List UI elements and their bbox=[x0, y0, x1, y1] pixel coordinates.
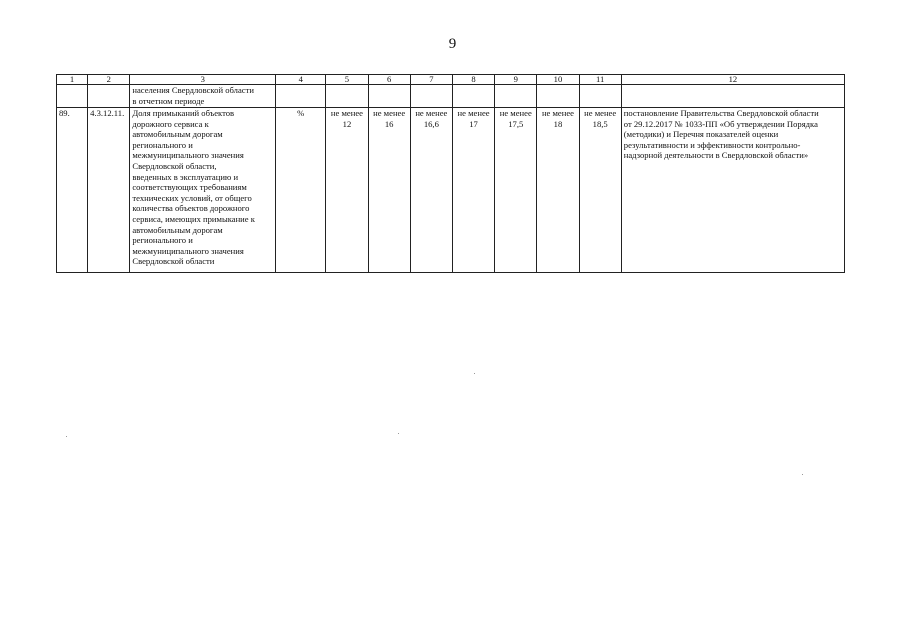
column-header: 12 bbox=[621, 75, 844, 85]
page-number: 9 bbox=[448, 36, 457, 52]
target-value-6: не менее 16 bbox=[368, 108, 410, 273]
indicator-code: 4.3.12.11. bbox=[88, 108, 130, 273]
target-value-9: не менее 17,5 bbox=[495, 108, 537, 273]
column-header: 1 bbox=[57, 75, 88, 85]
column-header: 3 bbox=[130, 75, 276, 85]
row-number: 89. bbox=[57, 108, 88, 273]
table-row-continuation bbox=[57, 85, 845, 108]
target-value-10: не менее 18 bbox=[537, 108, 579, 273]
target-value-5: не менее 12 bbox=[326, 108, 368, 273]
scan-speck bbox=[802, 474, 803, 475]
target-value-11: не менее 18,5 bbox=[579, 108, 621, 273]
scan-speck bbox=[474, 373, 475, 374]
column-header: 4 bbox=[276, 75, 326, 85]
column-header: 8 bbox=[452, 75, 494, 85]
table-row-89 bbox=[57, 108, 845, 273]
column-header: 10 bbox=[537, 75, 579, 85]
target-value-8: не менее 17 bbox=[452, 108, 494, 273]
table-header-row bbox=[57, 75, 845, 85]
indicators-table bbox=[56, 74, 845, 273]
column-header: 6 bbox=[368, 75, 410, 85]
column-header: 9 bbox=[495, 75, 537, 85]
scan-speck bbox=[66, 436, 67, 437]
scan-speck bbox=[398, 433, 399, 434]
column-header: 5 bbox=[326, 75, 368, 85]
indicator-name-continuation: населения Свердловской области в отчетном периоде bbox=[130, 85, 276, 108]
indicator-name: Доля примыканий объектов дорожного сервиса к автомобильным дорогам регионального и межмуниципального значения Свердловской области, введенных в эксплуатацию и соответствующих требованиям технических условий, от общего количества объектов дорожного сервиса, имеющих примыкание к автомобильным дорогам регионального и межмуниципального значения Свердловской области bbox=[130, 108, 276, 273]
source-document: постановление Правительства Свердловской области от 29.12.2017 № 1033-ПП «Об утверждении Порядка (методики) и Перечня показателей оценки результативности и эффективности контрольно- надзорной деятельности в Свердловской области» bbox=[621, 108, 844, 273]
column-header: 7 bbox=[410, 75, 452, 85]
unit: % bbox=[276, 108, 326, 273]
target-value-7: не менее 16,6 bbox=[410, 108, 452, 273]
column-header: 2 bbox=[88, 75, 130, 85]
column-header: 11 bbox=[579, 75, 621, 85]
